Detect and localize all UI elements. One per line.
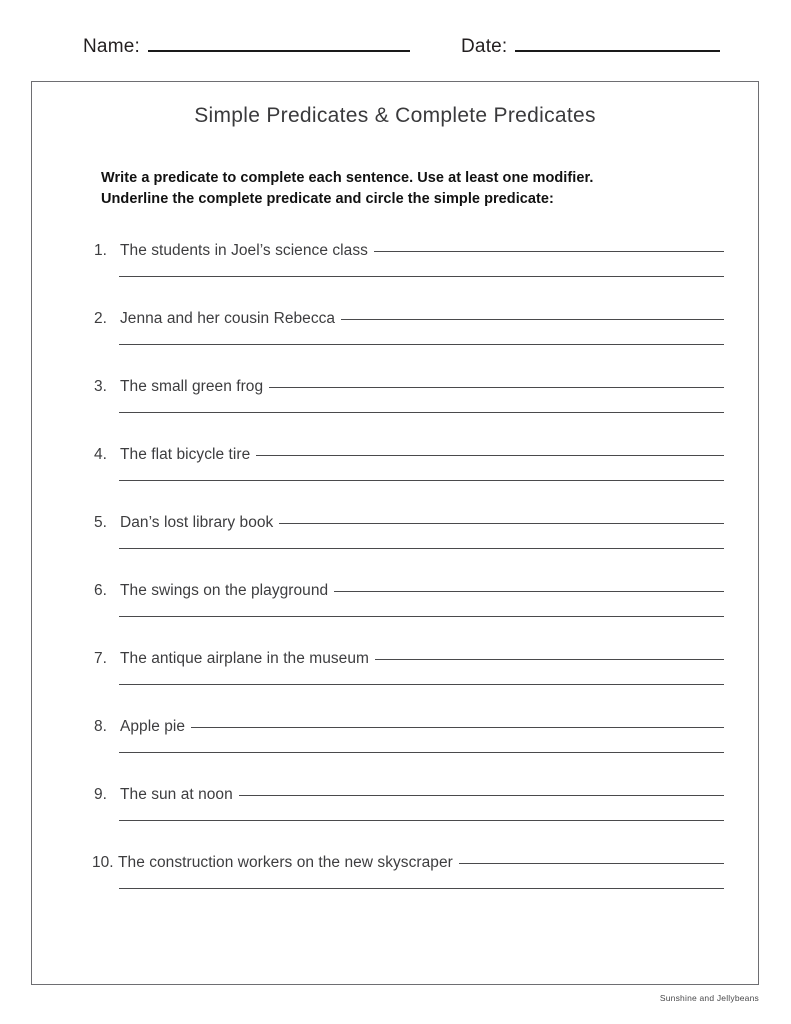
answer-write-line-2[interactable] bbox=[119, 412, 724, 413]
credit-footer: Sunshine and Jellybeans bbox=[659, 993, 759, 1003]
answer-write-line-1[interactable] bbox=[239, 795, 724, 796]
worksheet-border-box bbox=[31, 81, 759, 985]
answer-write-line-1[interactable] bbox=[375, 659, 724, 660]
question-number: 4. bbox=[94, 446, 107, 463]
question-number: 7. bbox=[94, 650, 107, 667]
question-number: 10. bbox=[92, 854, 114, 871]
question-subject-text: Jenna and her cousin Rebecca bbox=[120, 310, 336, 327]
question-subject-text: The flat bicycle tire bbox=[120, 446, 251, 463]
date-label: Date: bbox=[461, 36, 508, 57]
page-title: Simple Predicates & Complete Predicates bbox=[194, 104, 596, 127]
answer-write-line-1[interactable] bbox=[334, 591, 724, 592]
question-item bbox=[32, 310, 758, 378]
instructions-line-1: Write a predicate to complete each sentence. Use at least one modifier. bbox=[101, 170, 594, 186]
question-prompt-row bbox=[94, 854, 724, 872]
question-item bbox=[32, 242, 758, 310]
question-subject-text: The students in Joel’s science class bbox=[120, 242, 368, 259]
student-info-header bbox=[0, 36, 791, 66]
question-list bbox=[32, 242, 758, 922]
answer-write-line-2[interactable] bbox=[119, 480, 724, 481]
question-item bbox=[32, 378, 758, 446]
question-item bbox=[32, 854, 758, 922]
answer-write-line-2[interactable] bbox=[119, 548, 724, 549]
question-number: 3. bbox=[94, 378, 107, 395]
question-number: 6. bbox=[94, 582, 107, 599]
answer-write-line-2[interactable] bbox=[119, 684, 724, 685]
question-prompt-row bbox=[94, 786, 724, 804]
answer-write-line-2[interactable] bbox=[119, 276, 724, 277]
question-prompt-row bbox=[94, 582, 724, 600]
answer-write-line-1[interactable] bbox=[191, 727, 724, 728]
instructions-line-2: Underline the complete predicate and circle the simple predicate: bbox=[101, 191, 554, 207]
answer-write-line-2[interactable] bbox=[119, 344, 724, 345]
question-subject-text: Dan’s lost library book bbox=[120, 514, 274, 531]
question-number: 9. bbox=[94, 786, 107, 803]
question-prompt-row bbox=[94, 242, 724, 260]
answer-write-line-2[interactable] bbox=[119, 616, 724, 617]
question-number: 1. bbox=[94, 242, 107, 259]
question-prompt-row bbox=[94, 514, 724, 532]
question-subject-text: The antique airplane in the museum bbox=[120, 650, 369, 667]
question-prompt-row bbox=[94, 650, 724, 668]
date-field[interactable] bbox=[461, 36, 720, 58]
answer-write-line-1[interactable] bbox=[269, 387, 724, 388]
answer-write-line-1[interactable] bbox=[341, 319, 724, 320]
question-subject-text: The small green frog bbox=[120, 378, 264, 395]
answer-write-line-1[interactable] bbox=[459, 863, 724, 864]
question-item bbox=[32, 582, 758, 650]
name-write-line[interactable] bbox=[148, 49, 410, 52]
question-item bbox=[32, 514, 758, 582]
question-prompt-row bbox=[94, 310, 724, 328]
answer-write-line-2[interactable] bbox=[119, 888, 724, 889]
question-number: 5. bbox=[94, 514, 107, 531]
question-item bbox=[32, 786, 758, 854]
question-item bbox=[32, 650, 758, 718]
answer-write-line-1[interactable] bbox=[374, 251, 724, 252]
question-prompt-row bbox=[94, 378, 724, 396]
question-subject-text: The sun at noon bbox=[120, 786, 233, 803]
question-subject-text: Apple pie bbox=[120, 718, 186, 735]
question-item bbox=[32, 718, 758, 786]
answer-write-line-2[interactable] bbox=[119, 752, 724, 753]
question-prompt-row bbox=[94, 718, 724, 736]
answer-write-line-1[interactable] bbox=[279, 523, 724, 524]
name-label: Name: bbox=[83, 36, 140, 57]
question-subject-text: The construction workers on the new skyscraper bbox=[118, 854, 453, 871]
answer-write-line-1[interactable] bbox=[256, 455, 724, 456]
date-write-line[interactable] bbox=[515, 49, 720, 52]
name-field[interactable] bbox=[83, 36, 410, 58]
question-number: 2. bbox=[94, 310, 107, 327]
question-item bbox=[32, 446, 758, 514]
question-subject-text: The swings on the playground bbox=[120, 582, 329, 599]
answer-write-line-2[interactable] bbox=[119, 820, 724, 821]
question-number: 8. bbox=[94, 718, 107, 735]
instructions bbox=[101, 168, 701, 210]
question-prompt-row bbox=[94, 446, 724, 464]
